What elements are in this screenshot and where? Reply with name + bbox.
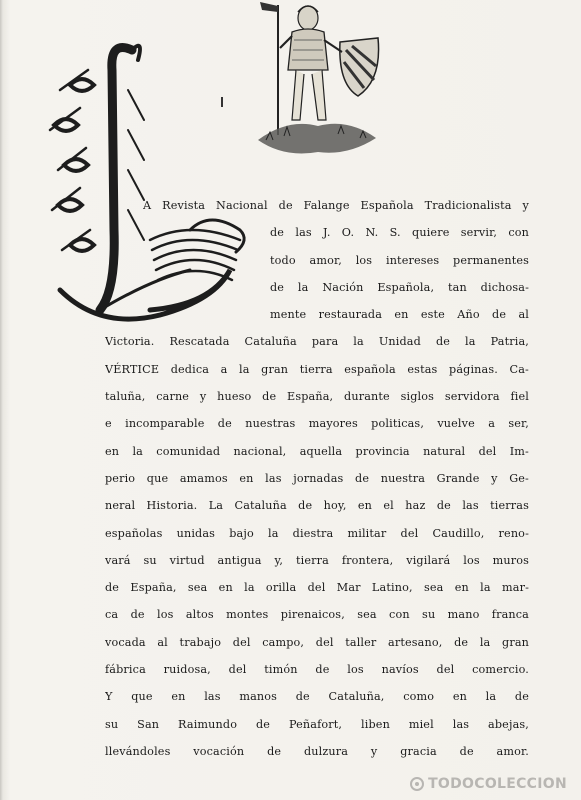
- text-line: Y que en las manos de Cataluña, como en la de: [105, 690, 529, 704]
- text-line: A Revista Nacional de Falange Española Tradicionalista y: [143, 199, 529, 212]
- text-line: taluña, carne y hueso de España, durante siglos servidora fiel: [105, 390, 529, 404]
- watermark-text: TODOCOLECCION: [428, 776, 567, 792]
- text-line: ca de los altos montes pirenaicos, sea con su mano franca: [105, 608, 529, 622]
- text-line: vará su virtud antigua y, tierra frontera, vigilará los muros: [105, 553, 529, 567]
- text-line: en la comunidad nacional, aquella provincia natural del Im-: [105, 444, 529, 458]
- text-line: VÉRTICE dedica a la gran tierra española estas páginas. Ca-: [105, 362, 529, 376]
- text-line: perio que amamos en las jornadas de nuestra Grande y Ge-: [105, 471, 529, 485]
- text-line: mente restaurada en este Año de al: [270, 308, 529, 322]
- text-line: e incomparable de nuestras mayores politicas, vuelve a ser,: [105, 417, 529, 431]
- article-body: [105, 192, 529, 765]
- text-line: todo amor, los intereses permanentes: [270, 253, 529, 267]
- text-line: vocada al trabajo del campo, del taller artesano, de la gran: [105, 635, 529, 649]
- watermark: [410, 776, 567, 792]
- herald-figure-illustration: [248, 0, 388, 160]
- text-line: de España, sea en la orilla del Mar Latino, sea en la mar-: [105, 581, 529, 595]
- text-line: fábrica ruidosa, del timón de los navíos del comercio.: [105, 663, 529, 677]
- text-line: Victoria. Rescatada Cataluña para la Unidad de la Patria,: [105, 335, 529, 349]
- text-line: de la Nación Española, tan dichosa-: [270, 280, 529, 294]
- text-line: españolas unidas bajo la diestra militar del Caudillo, reno-: [105, 526, 529, 540]
- text-line: neral Historia. La Cataluña de hoy, en el haz de las tierras: [105, 499, 529, 513]
- text-line: llevándoles vocación de dulzura y gracia de amor.: [105, 744, 529, 758]
- watermark-logo-icon: [410, 777, 424, 791]
- text-line: su San Raimundo de Peñafort, liben miel las abejas,: [105, 717, 529, 731]
- text-line: de las J. O. N. S. quiere servir, con: [270, 226, 529, 240]
